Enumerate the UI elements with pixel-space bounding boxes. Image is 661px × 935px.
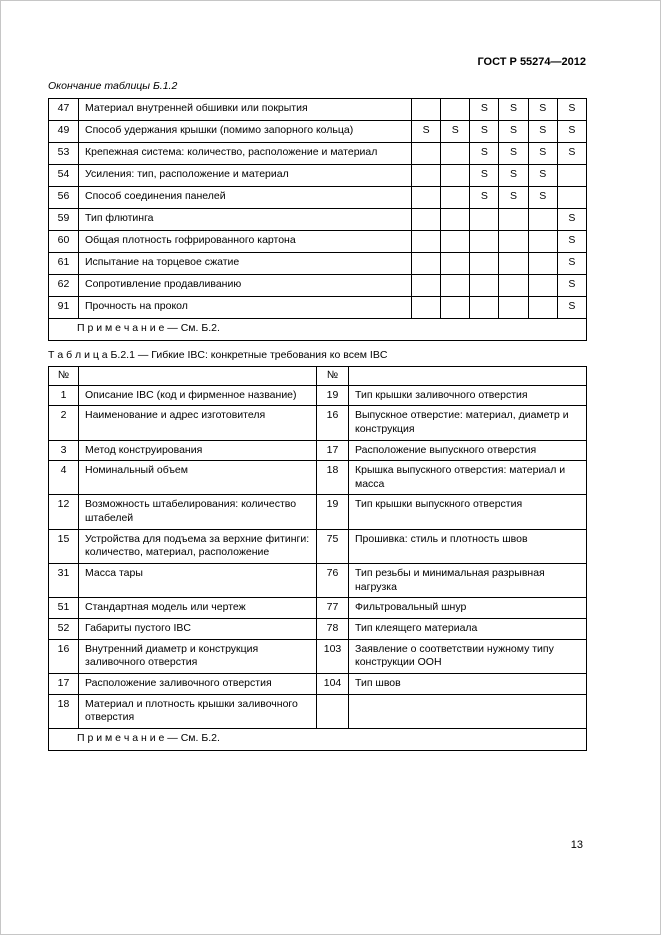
applicability-mark: S [470,121,499,143]
row-number-right: 19 [317,385,349,406]
row-number-right: 103 [317,639,349,673]
applicability-mark [528,231,557,253]
requirement-label-left: Метод конструирования [79,440,317,461]
requirement-label-left: Стандартная модель или чертеж [79,598,317,619]
applicability-mark: S [557,99,586,121]
table-b12-note-row [49,319,587,341]
row-number-right: 17 [317,440,349,461]
row-number: 49 [49,121,79,143]
characteristic-label: Тип флютинга [79,209,412,231]
characteristic-label: Крепежная система: количество, расположение и материал [79,143,412,165]
applicability-mark: S [528,99,557,121]
applicability-mark: S [412,121,441,143]
applicability-mark [499,297,528,319]
table-b21-row [49,385,587,406]
row-number-left: 12 [49,495,79,529]
applicability-mark: S [557,143,586,165]
table-b12-row [49,209,587,231]
applicability-mark: S [441,121,470,143]
applicability-mark [528,297,557,319]
table-b21-row [49,440,587,461]
characteristic-label: Способ удержания крышки (помимо запорного кольца) [79,121,412,143]
row-number: 56 [49,187,79,209]
column-header-requirement-left [79,367,317,386]
applicability-mark [470,275,499,297]
requirement-label-right: Прошивка: стиль и плотность швов [349,529,587,563]
applicability-mark [412,165,441,187]
row-number-right: 76 [317,564,349,598]
applicability-mark [412,143,441,165]
applicability-mark [412,297,441,319]
applicability-mark [557,165,586,187]
applicability-mark: S [557,297,586,319]
column-header-number-right: № [317,367,349,386]
row-number-right [317,694,349,728]
applicability-mark [441,231,470,253]
applicability-mark: S [499,99,528,121]
applicability-mark [412,275,441,297]
row-number-right: 75 [317,529,349,563]
requirement-label-right: Крышка выпускного отверстия: материал и масса [349,461,587,495]
applicability-mark: S [499,165,528,187]
table-b21-row [49,618,587,639]
applicability-mark: S [470,143,499,165]
applicability-mark [441,165,470,187]
row-number: 59 [49,209,79,231]
applicability-mark: S [528,121,557,143]
applicability-mark [528,253,557,275]
applicability-mark: S [528,165,557,187]
row-number: 47 [49,99,79,121]
table-b12-row [49,165,587,187]
applicability-mark [441,143,470,165]
page-number: 13 [570,839,583,851]
row-number: 61 [49,253,79,275]
applicability-mark [528,275,557,297]
table-b21-header-row [49,367,587,386]
table-b21-row [49,406,587,440]
applicability-mark: S [499,187,528,209]
applicability-mark: S [528,143,557,165]
applicability-mark [470,209,499,231]
characteristic-label: Прочность на прокол [79,297,412,319]
table-b12-row [49,253,587,275]
row-number-left: 18 [49,694,79,728]
requirement-label-right: Фильтровальный шнур [349,598,587,619]
requirement-label-right: Тип клеящего материала [349,618,587,639]
row-number-left: 16 [49,639,79,673]
row-number-right: 18 [317,461,349,495]
row-number: 91 [49,297,79,319]
table-b12-row [49,99,587,121]
requirement-label-left: Наименование и адрес изготовителя [79,406,317,440]
requirement-label-left: Внутренний диаметр и конструкция заливочного отверстия [79,639,317,673]
applicability-mark [470,253,499,275]
applicability-mark [412,253,441,275]
applicability-mark [412,99,441,121]
applicability-mark [499,209,528,231]
characteristic-label: Испытание на торцевое сжатие [79,253,412,275]
row-number-left: 3 [49,440,79,461]
characteristic-label: Способ соединения панелей [79,187,412,209]
applicability-mark: S [528,187,557,209]
applicability-mark [499,231,528,253]
row-number-left: 31 [49,564,79,598]
applicability-mark [441,253,470,275]
row-number: 54 [49,165,79,187]
applicability-mark: S [557,253,586,275]
row-number-left: 17 [49,673,79,694]
applicability-mark: S [557,275,586,297]
applicability-mark: S [470,165,499,187]
row-number-right: 77 [317,598,349,619]
applicability-mark [499,275,528,297]
characteristic-label: Материал внутренней обшивки или покрытия [79,99,412,121]
row-number: 62 [49,275,79,297]
table-b21-note-row [49,728,587,750]
applicability-mark [441,99,470,121]
row-number-left: 2 [49,406,79,440]
requirement-label-right: Расположение выпускного отверстия [349,440,587,461]
applicability-mark [441,209,470,231]
requirement-label-left: Устройства для подъема за верхние фитинги: количество, материал, расположение [79,529,317,563]
table-b12-row [49,231,587,253]
table-b21-caption: Т а б л и ц а Б.2.1 — Гибкие IBC: конкретные требования ко всем IBC [48,349,388,361]
row-number-left: 1 [49,385,79,406]
table-b12-row [49,275,587,297]
applicability-mark [470,297,499,319]
applicability-mark: S [470,187,499,209]
table-b12-body [49,99,587,319]
applicability-mark [528,209,557,231]
row-number-left: 51 [49,598,79,619]
row-number-right: 19 [317,495,349,529]
row-number: 60 [49,231,79,253]
applicability-mark: S [557,121,586,143]
requirement-label-right [349,694,587,728]
row-number-right: 78 [317,618,349,639]
table-b21-body [49,385,587,728]
table-b21-row [49,694,587,728]
table-b12-row [49,121,587,143]
requirement-label-right: Выпускное отверстие: материал, диаметр и конструкция [349,406,587,440]
row-number: 53 [49,143,79,165]
column-header-requirement-right [349,367,587,386]
requirement-label-left: Описание IBC (код и фирменное название) [79,385,317,406]
requirement-label-right: Тип крышки заливочного отверстия [349,385,587,406]
table-b12-row [49,187,587,209]
row-number-left: 15 [49,529,79,563]
table-b21 [48,366,587,751]
applicability-mark [499,253,528,275]
requirement-label-right: Тип крышки выпускного отверстия [349,495,587,529]
table-b21-row [49,673,587,694]
table-b21-row [49,598,587,619]
requirement-label-left: Материал и плотность крышки заливочного отверстия [79,694,317,728]
characteristic-label: Усиления: тип, расположение и материал [79,165,412,187]
table-b12-note: П р и м е ч а н и е — См. Б.2. [49,319,587,341]
applicability-mark: S [499,143,528,165]
row-number-left: 4 [49,461,79,495]
applicability-mark [412,231,441,253]
table-b21-row [49,461,587,495]
table-b12 [48,98,587,341]
applicability-mark [557,187,586,209]
requirement-label-left: Возможность штабелирования: количество штабелей [79,495,317,529]
table-b21-row [49,529,587,563]
row-number-left: 52 [49,618,79,639]
characteristic-label: Сопротивление продавливанию [79,275,412,297]
applicability-mark [441,187,470,209]
standard-number-header: ГОСТ Р 55274—2012 [477,56,586,68]
requirement-label-left: Масса тары [79,564,317,598]
table-b21-note: П р и м е ч а н и е — См. Б.2. [49,728,587,750]
table-b21-row [49,564,587,598]
table-b12-row [49,297,587,319]
requirement-label-right: Заявление о соответствии нужному типу конструкции ООН [349,639,587,673]
requirement-label-left: Габариты пустого IBC [79,618,317,639]
row-number-right: 104 [317,673,349,694]
requirement-label-left: Расположение заливочного отверстия [79,673,317,694]
applicability-mark [470,231,499,253]
row-number-right: 16 [317,406,349,440]
applicability-mark [412,187,441,209]
characteristic-label: Общая плотность гофрированного картона [79,231,412,253]
table-b21-row [49,639,587,673]
applicability-mark: S [499,121,528,143]
requirement-label-right: Тип швов [349,673,587,694]
column-header-number-left: № [49,367,79,386]
applicability-mark: S [470,99,499,121]
applicability-mark [412,209,441,231]
applicability-mark: S [557,209,586,231]
requirement-label-left: Номинальный объем [79,461,317,495]
applicability-mark [441,297,470,319]
requirement-label-right: Тип резьбы и минимальная разрывная нагрузка [349,564,587,598]
applicability-mark [441,275,470,297]
applicability-mark: S [557,231,586,253]
table-b12-row [49,143,587,165]
table-b12-caption: Окончание таблицы Б.1.2 [48,80,178,92]
table-b21-row [49,495,587,529]
